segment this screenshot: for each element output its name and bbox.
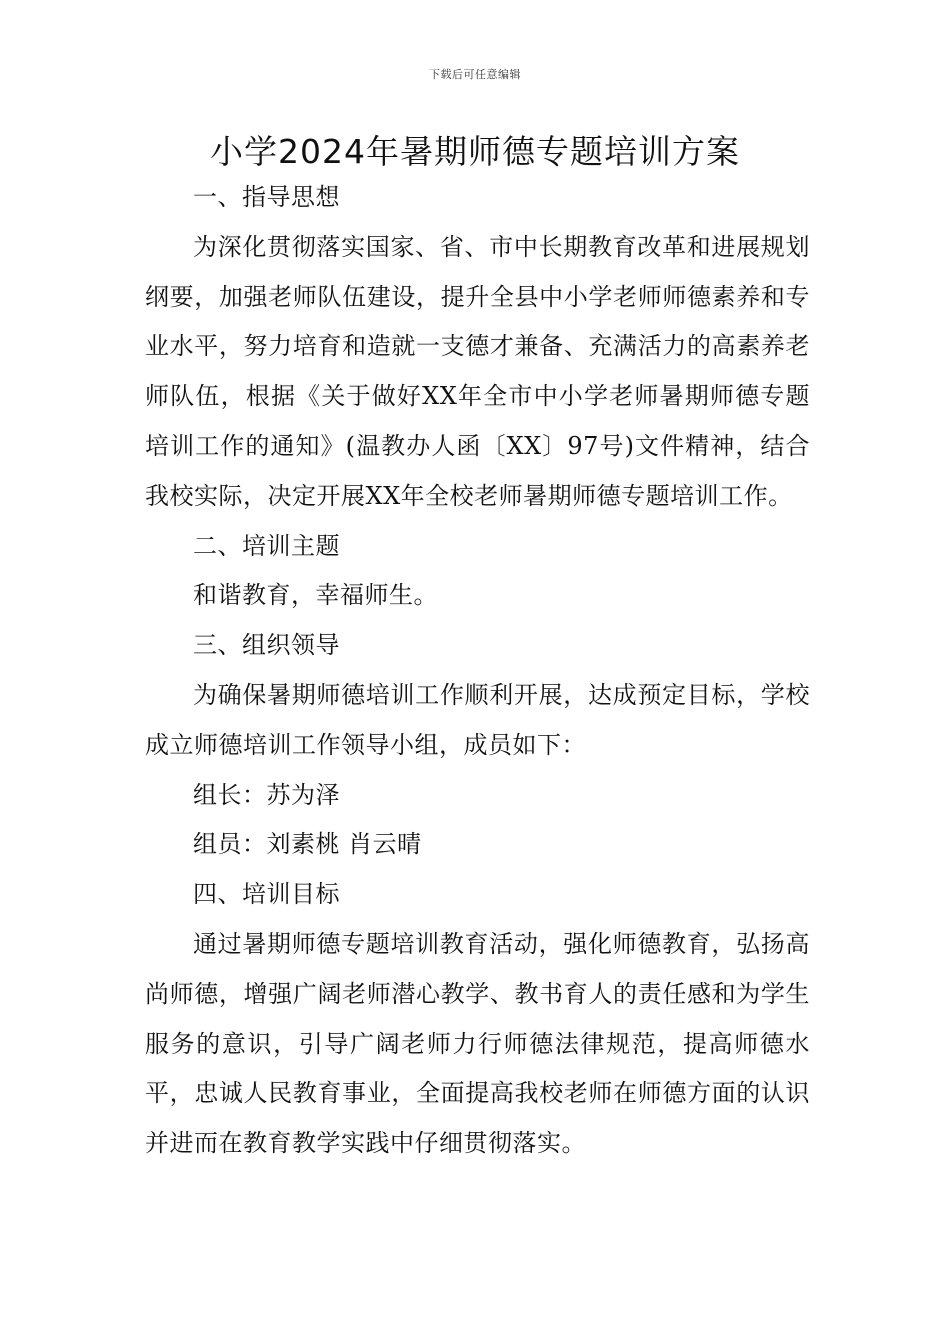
members-line: 组员：刘素桃 肖云晴 <box>193 830 422 859</box>
leader-line: 组长：苏为泽 <box>193 780 340 809</box>
document-body <box>145 173 810 1169</box>
section-body-guiding: 为深化贯彻落实国家、省、市中长期教育改革和进展规划纲要，加强老师队伍建设，提升全县中小学老师师德素养和专业水平，努力培育和造就一支德才兼备、充满活力的高素养老师队伍，根据《关于做好XX年全市中小学老师暑期师德专题培训工作的通知》(温教办人函〔XX〕97号)文件精神，结合我校实际，决定开展XX年全校老师暑期师德专题培训工作。 <box>145 232 810 510</box>
header-note: 下载后可任意编辑 <box>429 68 521 81</box>
section-heading-guiding: 一、指导思想 <box>193 183 340 211</box>
section-body-theme: 和谐教育，幸福师生。 <box>193 581 438 610</box>
section-heading-goals: 四、培训目标 <box>193 880 340 909</box>
section-heading-leadership: 三、组织领导 <box>193 631 340 660</box>
document-title: 小学2024年暑期师德专题培训方案 <box>210 132 740 171</box>
section-body-leadership: 为确保暑期师德培训工作顺利开展，达成预定目标，学校成立师德培训工作领导小组，成员如下： <box>145 680 810 759</box>
section-heading-theme: 二、培训主题 <box>193 531 340 560</box>
section-body-goals: 通过暑期师德专题培训教育活动，强化师德教育，弘扬高尚师德，增强广阔老师潜心教学、教书育人的责任感和为学生服务的意识，引导广阔老师力行师德法律规范，提高师德水平，忠诚人民教育事业，全面提高我校老师在师德方面的认识并进而在教育教学实践中仔细贯彻落实。 <box>145 929 810 1158</box>
